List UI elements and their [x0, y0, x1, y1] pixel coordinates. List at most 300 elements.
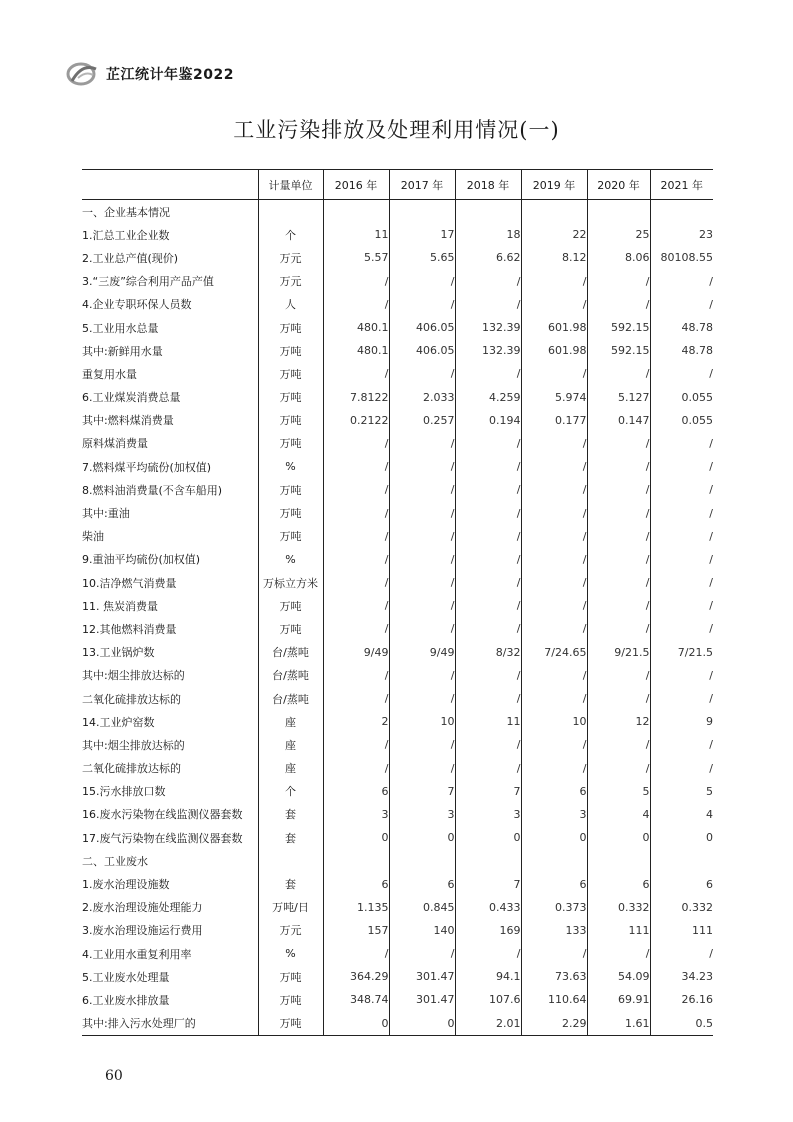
row-value: / — [587, 455, 650, 478]
row-unit: % — [258, 548, 323, 571]
row-value: 5.57 — [323, 246, 389, 269]
row-unit: 万吨 — [258, 988, 323, 1011]
row-value: / — [389, 617, 455, 640]
row-label: 4.工业用水重复利用率 — [82, 947, 192, 961]
row-value: 406.05 — [389, 316, 455, 339]
row-value: 132.39 — [455, 339, 521, 362]
row-value: 0 — [389, 1012, 455, 1036]
row-value: / — [650, 687, 713, 710]
row-value: 0.055 — [650, 409, 713, 432]
table-row — [82, 246, 713, 269]
row-unit: 人 — [258, 293, 323, 316]
row-value: 3 — [323, 803, 389, 826]
table-row — [82, 501, 713, 524]
row-value: / — [455, 594, 521, 617]
row-unit: 座 — [258, 733, 323, 756]
row-unit: 万吨 — [258, 525, 323, 548]
table-row — [82, 339, 713, 362]
row-label: 4.企业专职环保人员数 — [82, 298, 192, 312]
table-row — [82, 386, 713, 409]
row-unit: 套 — [258, 803, 323, 826]
row-label: 2.废水治理设施处理能力 — [82, 901, 203, 915]
row-value — [650, 200, 713, 224]
table-row — [82, 223, 713, 246]
row-value: 601.98 — [521, 339, 587, 362]
column-header-2021: 2021 年 — [650, 170, 713, 200]
table-row — [82, 617, 713, 640]
row-label: 6.工业废水排放量 — [82, 993, 170, 1007]
table-row — [82, 548, 713, 571]
row-value: 22 — [521, 223, 587, 246]
row-value: / — [650, 478, 713, 501]
row-value — [323, 200, 389, 224]
row-value: / — [389, 455, 455, 478]
row-value: / — [389, 362, 455, 385]
row-value: / — [521, 942, 587, 965]
row-unit: 个 — [258, 223, 323, 246]
row-value: / — [521, 687, 587, 710]
row-value: 0 — [455, 826, 521, 849]
row-label: 5.工业废水处理量 — [82, 970, 170, 984]
row-value: 301.47 — [389, 988, 455, 1011]
yearbook-title: 芷江统计年鉴2022 — [106, 67, 234, 83]
row-value: / — [587, 362, 650, 385]
row-value: 3 — [455, 803, 521, 826]
row-unit: % — [258, 942, 323, 965]
row-value: 480.1 — [323, 339, 389, 362]
table-row — [82, 641, 713, 664]
row-value: / — [389, 432, 455, 455]
row-value: 69.91 — [587, 988, 650, 1011]
row-value: / — [455, 664, 521, 687]
row-unit: 个 — [258, 780, 323, 803]
row-value: / — [650, 664, 713, 687]
row-value: / — [521, 594, 587, 617]
row-value: 2.01 — [455, 1012, 521, 1036]
row-value: / — [521, 617, 587, 640]
row-value: / — [587, 478, 650, 501]
row-value: 111 — [650, 919, 713, 942]
row-value: 6.62 — [455, 246, 521, 269]
row-value: / — [455, 455, 521, 478]
row-value: 6 — [521, 872, 587, 895]
table-row — [82, 594, 713, 617]
table-row — [82, 362, 713, 385]
row-value: / — [323, 432, 389, 455]
row-value: 4 — [587, 803, 650, 826]
row-label: 12.其他燃料消费量 — [82, 622, 177, 636]
table-row — [82, 826, 713, 849]
row-value: 3 — [521, 803, 587, 826]
row-unit: 万吨 — [258, 965, 323, 988]
row-value: 111 — [587, 919, 650, 942]
row-value: 0.845 — [389, 896, 455, 919]
row-value: / — [521, 664, 587, 687]
row-value — [455, 200, 521, 224]
row-label: 二、工业废水 — [82, 854, 148, 868]
row-value: / — [521, 733, 587, 756]
row-value: 8.12 — [521, 246, 587, 269]
row-value: / — [389, 664, 455, 687]
row-value: 0.332 — [587, 896, 650, 919]
row-value: 7 — [455, 780, 521, 803]
row-value: 592.15 — [587, 316, 650, 339]
row-value: 6 — [521, 780, 587, 803]
row-value: / — [389, 501, 455, 524]
row-label: 其中:烟尘排放达标的 — [82, 738, 185, 752]
row-value: / — [587, 733, 650, 756]
row-unit: 套 — [258, 826, 323, 849]
row-value: 480.1 — [323, 316, 389, 339]
row-label: 二氧化硫排放达标的 — [82, 692, 181, 706]
row-value: 18 — [455, 223, 521, 246]
table-row — [82, 455, 713, 478]
row-value: 0 — [389, 826, 455, 849]
row-unit: 万吨 — [258, 501, 323, 524]
table-row — [82, 664, 713, 687]
row-value: / — [323, 270, 389, 293]
row-value: 110.64 — [521, 988, 587, 1011]
row-value: 107.6 — [455, 988, 521, 1011]
page-title: 工业污染排放及处理利用情况(一) — [233, 118, 560, 142]
pollution-table — [82, 169, 713, 1036]
row-value: / — [521, 548, 587, 571]
row-value: / — [650, 455, 713, 478]
row-label: 其中:烟尘排放达标的 — [82, 669, 185, 683]
row-unit: 万吨 — [258, 316, 323, 339]
row-value: / — [650, 432, 713, 455]
row-value: / — [323, 687, 389, 710]
row-unit: 台/蒸吨 — [258, 641, 323, 664]
row-label: 13.工业锅炉数 — [82, 646, 155, 660]
row-label: 11. 焦炭消费量 — [82, 599, 158, 613]
row-value: 73.63 — [521, 965, 587, 988]
page-number: 60 — [105, 1068, 123, 1084]
row-label: 17.废气污染物在线监测仪器套数 — [82, 831, 243, 845]
row-value: 364.29 — [323, 965, 389, 988]
row-value: 157 — [323, 919, 389, 942]
row-value: 48.78 — [650, 339, 713, 362]
row-value: / — [650, 293, 713, 316]
table-row — [82, 780, 713, 803]
table-row — [82, 1012, 713, 1036]
row-value: / — [650, 733, 713, 756]
row-value: 601.98 — [521, 316, 587, 339]
row-value: 3 — [389, 803, 455, 826]
row-value: 4.259 — [455, 386, 521, 409]
row-value: / — [521, 270, 587, 293]
row-value: / — [587, 617, 650, 640]
row-value: / — [650, 942, 713, 965]
row-value: / — [389, 478, 455, 501]
row-value: / — [587, 757, 650, 780]
row-value: 0.194 — [455, 409, 521, 432]
row-value: 132.39 — [455, 316, 521, 339]
column-header-2020: 2020 年 — [587, 170, 650, 200]
row-value: / — [587, 270, 650, 293]
row-label: 5.工业用水总量 — [82, 321, 159, 335]
row-value — [389, 849, 455, 872]
table-row — [82, 896, 713, 919]
table-row — [82, 200, 713, 224]
row-value: / — [455, 478, 521, 501]
table-row — [82, 919, 713, 942]
row-label: 1.废水治理设施数 — [82, 878, 170, 892]
row-unit: 万吨 — [258, 362, 323, 385]
yearbook-logo-icon — [66, 61, 100, 87]
row-value: / — [389, 270, 455, 293]
row-value — [389, 200, 455, 224]
table-row — [82, 409, 713, 432]
row-value: / — [587, 548, 650, 571]
row-value: / — [521, 501, 587, 524]
row-label: 8.燃料油消费量(不含车船用) — [82, 483, 223, 497]
row-value: 406.05 — [389, 339, 455, 362]
row-unit: 万标立方米 — [258, 571, 323, 594]
row-value: / — [389, 733, 455, 756]
row-label: 16.废水污染物在线监测仪器套数 — [82, 808, 243, 822]
row-value: / — [650, 617, 713, 640]
row-value: / — [587, 293, 650, 316]
row-value: 0.177 — [521, 409, 587, 432]
row-value: / — [521, 757, 587, 780]
row-value: 0 — [521, 826, 587, 849]
row-value: 0.257 — [389, 409, 455, 432]
row-value: 0 — [323, 826, 389, 849]
row-value: 7 — [389, 780, 455, 803]
row-value: 0 — [650, 826, 713, 849]
row-value: 0.2122 — [323, 409, 389, 432]
row-value — [587, 849, 650, 872]
row-value: / — [323, 455, 389, 478]
row-label: 3.废水治理设施运行费用 — [82, 924, 203, 938]
table-row — [82, 849, 713, 872]
table-row — [82, 571, 713, 594]
column-header-2016: 2016 年 — [323, 170, 389, 200]
row-value: / — [455, 571, 521, 594]
row-value: 1.135 — [323, 896, 389, 919]
table-row — [82, 872, 713, 895]
row-value — [455, 849, 521, 872]
row-value — [650, 849, 713, 872]
row-label: 15.污水排放口数 — [82, 785, 166, 799]
row-value: 9/49 — [323, 641, 389, 664]
column-header-unit: 计量单位 — [258, 170, 323, 200]
column-header-2019: 2019 年 — [521, 170, 587, 200]
row-value: 10 — [521, 710, 587, 733]
row-label: 原料煤消费量 — [82, 437, 148, 451]
row-value: 2 — [323, 710, 389, 733]
row-value: 17 — [389, 223, 455, 246]
row-value: 23 — [650, 223, 713, 246]
column-header-2018: 2018 年 — [455, 170, 521, 200]
row-unit: 万吨 — [258, 409, 323, 432]
row-value: / — [389, 687, 455, 710]
table-row — [82, 803, 713, 826]
row-value: 2.033 — [389, 386, 455, 409]
row-value: / — [455, 757, 521, 780]
row-unit — [258, 849, 323, 872]
row-value: 6 — [587, 872, 650, 895]
row-value: 7/21.5 — [650, 641, 713, 664]
row-value: 348.74 — [323, 988, 389, 1011]
row-value: 7.8122 — [323, 386, 389, 409]
row-value: / — [455, 293, 521, 316]
row-value: / — [587, 687, 650, 710]
table-row — [82, 687, 713, 710]
row-value: 5.974 — [521, 386, 587, 409]
row-unit: 座 — [258, 710, 323, 733]
row-value: / — [587, 525, 650, 548]
row-unit: 万吨 — [258, 594, 323, 617]
row-value: 54.09 — [587, 965, 650, 988]
row-value: 6 — [389, 872, 455, 895]
row-value: 140 — [389, 919, 455, 942]
row-value: 7 — [455, 872, 521, 895]
row-unit: 台/蒸吨 — [258, 664, 323, 687]
row-value: 11 — [323, 223, 389, 246]
row-value: 26.16 — [650, 988, 713, 1011]
row-value: 592.15 — [587, 339, 650, 362]
row-value: / — [455, 362, 521, 385]
row-label: 二氧化硫排放达标的 — [82, 762, 181, 776]
row-value: 6 — [323, 780, 389, 803]
row-value: / — [521, 525, 587, 548]
row-value: / — [389, 757, 455, 780]
row-value: / — [323, 548, 389, 571]
row-value: 0 — [587, 826, 650, 849]
row-value: / — [389, 594, 455, 617]
row-value: 301.47 — [389, 965, 455, 988]
row-value: 2.29 — [521, 1012, 587, 1036]
row-label: 9.重油平均硫份(加权值) — [82, 553, 201, 567]
row-value: / — [521, 293, 587, 316]
row-unit: 万元 — [258, 270, 323, 293]
row-value: / — [455, 733, 521, 756]
row-value: 8.06 — [587, 246, 650, 269]
row-value: / — [323, 757, 389, 780]
row-unit: 万吨 — [258, 1012, 323, 1036]
table-row — [82, 942, 713, 965]
row-value: 5.65 — [389, 246, 455, 269]
row-value: / — [323, 664, 389, 687]
row-value: 0.147 — [587, 409, 650, 432]
row-value: / — [455, 687, 521, 710]
row-value: / — [455, 432, 521, 455]
row-value: 9/21.5 — [587, 641, 650, 664]
row-value: / — [587, 664, 650, 687]
row-value: / — [521, 362, 587, 385]
row-value: 80108.55 — [650, 246, 713, 269]
row-value: 0 — [323, 1012, 389, 1036]
row-value: / — [323, 501, 389, 524]
row-value: / — [650, 270, 713, 293]
row-value: 10 — [389, 710, 455, 733]
row-label: 1.汇总工业企业数 — [82, 228, 170, 242]
row-value: 34.23 — [650, 965, 713, 988]
row-label: 其中:新鲜用水量 — [82, 344, 163, 358]
column-header-2017: 2017 年 — [389, 170, 455, 200]
row-unit: 万吨 — [258, 617, 323, 640]
row-unit: 座 — [258, 757, 323, 780]
row-value: / — [389, 548, 455, 571]
row-value: 48.78 — [650, 316, 713, 339]
row-value: 0.373 — [521, 896, 587, 919]
row-value: / — [323, 293, 389, 316]
row-value: / — [323, 525, 389, 548]
row-unit: 万吨 — [258, 339, 323, 362]
row-value: 4 — [650, 803, 713, 826]
table-row — [82, 710, 713, 733]
row-value: / — [455, 548, 521, 571]
row-label: 14.工业炉窑数 — [82, 715, 155, 729]
row-value: 0.5 — [650, 1012, 713, 1036]
row-unit: 万吨 — [258, 432, 323, 455]
row-value: / — [455, 617, 521, 640]
row-value: / — [521, 478, 587, 501]
row-value: 11 — [455, 710, 521, 733]
row-value: / — [323, 571, 389, 594]
row-value: / — [323, 594, 389, 617]
row-value: 8/32 — [455, 641, 521, 664]
row-value: 94.1 — [455, 965, 521, 988]
row-label: 10.洁净燃气消费量 — [82, 576, 177, 590]
row-value — [323, 849, 389, 872]
row-value: 5 — [650, 780, 713, 803]
row-value: / — [323, 617, 389, 640]
row-value: / — [521, 571, 587, 594]
row-value: 12 — [587, 710, 650, 733]
column-header-item — [82, 170, 258, 200]
row-label: 其中:排入污水处理厂的 — [82, 1012, 258, 1036]
row-unit: 万吨 — [258, 478, 323, 501]
row-value: / — [455, 942, 521, 965]
row-value: / — [323, 478, 389, 501]
table-row — [82, 733, 713, 756]
row-value: / — [587, 942, 650, 965]
row-label: 重复用水量 — [82, 367, 137, 381]
table-body — [82, 200, 713, 1036]
row-value: 5 — [587, 780, 650, 803]
row-value: / — [389, 293, 455, 316]
row-value: / — [323, 362, 389, 385]
row-value: / — [323, 942, 389, 965]
row-value: 0.055 — [650, 386, 713, 409]
row-value: / — [587, 594, 650, 617]
row-unit — [258, 200, 323, 224]
table-row — [82, 316, 713, 339]
row-value: 6 — [323, 872, 389, 895]
row-value: / — [389, 571, 455, 594]
row-value: / — [587, 571, 650, 594]
row-label: 其中:燃料煤消费量 — [82, 414, 174, 428]
table-row — [82, 432, 713, 455]
row-value: 0.433 — [455, 896, 521, 919]
row-label: 其中:重油 — [82, 507, 130, 521]
row-value: 133 — [521, 919, 587, 942]
table-row — [82, 293, 713, 316]
row-value: 169 — [455, 919, 521, 942]
row-value: / — [650, 594, 713, 617]
row-label: 7.燃料煤平均硫份(加权值) — [82, 460, 212, 474]
row-value: / — [650, 757, 713, 780]
row-value: / — [323, 733, 389, 756]
row-value: / — [650, 501, 713, 524]
row-unit: 万吨 — [258, 386, 323, 409]
row-value: 9/49 — [389, 641, 455, 664]
table-row — [82, 757, 713, 780]
row-value: / — [455, 270, 521, 293]
